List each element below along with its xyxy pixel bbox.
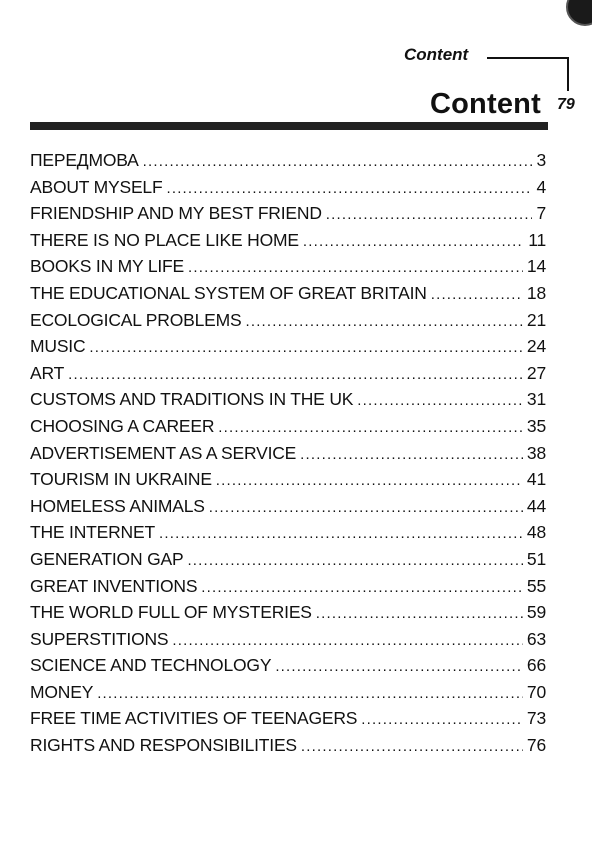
toc-entry-page: 21 (526, 309, 546, 330)
toc-entry-title: ADVERTISEMENT AS A SERVICE (30, 442, 297, 463)
toc-entry (30, 174, 546, 201)
toc-leader-dots (218, 415, 523, 442)
toc-entry-title: GREAT INVENTIONS (30, 575, 198, 596)
toc-entry-page: 11 (528, 229, 546, 250)
toc-leader-dots (187, 548, 522, 575)
toc-leader-dots (166, 176, 532, 203)
toc-entry (30, 573, 546, 600)
toc-entry-page: 63 (526, 628, 546, 649)
toc-entry-page: 55 (526, 575, 546, 596)
toc-entry-title: BOOKS IN MY LIFE (30, 256, 185, 277)
toc-leader-dots (201, 575, 523, 602)
toc-entry (30, 493, 546, 520)
toc-entry-title: ABOUT MYSELF (30, 176, 163, 197)
toc-leader-dots (143, 149, 533, 176)
toc-leader-dots (89, 335, 523, 362)
toc-entry-page: 4 (536, 176, 546, 197)
toc-leader-dots (275, 654, 523, 681)
toc-entry-page: 3 (536, 150, 546, 170)
toc-entry (30, 519, 546, 546)
toc-entry-title: SCIENCE AND TECHNOLOGY (30, 655, 272, 676)
page-title: Content (430, 88, 541, 120)
toc-entry-page: 7 (536, 203, 546, 224)
toc-entry-title: THE INTERNET (30, 522, 155, 543)
toc-entry-title: THERE IS NO PLACE LIKE HOME (30, 229, 299, 250)
toc-entry (30, 466, 546, 493)
toc-leader-dots (216, 468, 523, 495)
toc-entry (30, 200, 546, 227)
toc-leader-dots (301, 734, 523, 761)
toc-entry-title: FREE TIME ACTIVITIES OF TEENAGERS (30, 708, 358, 729)
toc-leader-dots (172, 628, 523, 655)
toc-leader-dots (159, 521, 523, 548)
toc-entry-page: 51 (526, 548, 546, 569)
toc-entry-page: 66 (526, 655, 546, 676)
toc-entry (30, 333, 546, 360)
toc-entry (30, 386, 546, 413)
toc-entry-title: MUSIC (30, 336, 86, 357)
toc-entry-page: 73 (526, 708, 546, 729)
page-corner-mark (566, 0, 592, 26)
toc-entry-title: ECOLOGICAL PROBLEMS (30, 309, 242, 330)
toc-entry-title: FRIENDSHIP AND MY BEST FRIEND (30, 203, 322, 224)
toc-entry-page: 38 (526, 442, 546, 463)
toc-entry-page: 48 (526, 522, 546, 543)
toc-leader-dots (209, 495, 523, 522)
toc-entry-title: RIGHTS AND RESPONSIBILITIES (30, 735, 297, 756)
toc-entry (30, 253, 546, 280)
toc-entry-title: MONEY (30, 681, 94, 702)
page-number: 79 (557, 96, 575, 113)
toc-entry (30, 705, 546, 732)
toc-leader-dots (245, 309, 522, 336)
header-rule-vertical (567, 57, 569, 91)
toc-leader-dots (326, 202, 533, 229)
toc-entry (30, 546, 546, 573)
toc-entry-title: ART (30, 362, 65, 383)
title-underline-bar (30, 122, 548, 130)
toc-entry-page: 41 (526, 469, 546, 490)
toc-entry (30, 652, 546, 679)
toc-entry (30, 599, 546, 626)
toc-entry-title: CHOOSING A CAREER (30, 415, 215, 436)
toc-entry-title: THE WORLD FULL OF MYSTERIES (30, 602, 312, 623)
toc-entry-page: 44 (526, 495, 546, 516)
toc-entry-page: 18 (526, 282, 546, 303)
toc-entry-page: 31 (526, 389, 546, 410)
toc-leader-dots (316, 601, 523, 628)
running-header: Content (404, 45, 469, 64)
toc-entry (30, 440, 546, 467)
toc-leader-dots (303, 229, 524, 256)
toc-entry (30, 679, 546, 706)
toc-leader-dots (188, 255, 523, 282)
header-rule (487, 57, 568, 59)
toc-entry-page: 35 (526, 415, 546, 436)
toc-entry (30, 307, 546, 334)
toc-entry-page: 27 (526, 362, 546, 383)
toc-entry-page: 14 (526, 256, 546, 277)
toc-entry-page: 59 (526, 602, 546, 623)
toc-entry (30, 413, 546, 440)
toc-entry-title: ПЕРЕДМОВА (30, 150, 139, 170)
toc-entry-page: 70 (526, 681, 546, 702)
toc-entry (30, 147, 546, 174)
toc-leader-dots (300, 442, 523, 469)
table-of-contents (30, 147, 546, 759)
toc-leader-dots (68, 362, 523, 389)
toc-entry-title: SUPERSTITIONS (30, 628, 169, 649)
toc-entry-page: 24 (526, 336, 546, 357)
toc-entry-title: HOMELESS ANIMALS (30, 495, 205, 516)
toc-entry (30, 360, 546, 387)
toc-entry (30, 732, 546, 759)
toc-entry (30, 280, 546, 307)
toc-entry-title: CUSTOMS AND TRADITIONS IN THE UK (30, 389, 354, 410)
toc-entry (30, 626, 546, 653)
toc-leader-dots (97, 681, 523, 708)
toc-entry-page: 76 (526, 735, 546, 756)
toc-entry-title: THE EDUCATIONAL SYSTEM OF GREAT BRITAIN (30, 282, 427, 303)
toc-entry (30, 227, 546, 254)
toc-entry-title: GENERATION GAP (30, 548, 184, 569)
toc-leader-dots (361, 707, 523, 734)
toc-entry-title: TOURISM IN UKRAINE (30, 469, 212, 490)
toc-leader-dots (431, 282, 523, 309)
toc-leader-dots (357, 388, 523, 415)
